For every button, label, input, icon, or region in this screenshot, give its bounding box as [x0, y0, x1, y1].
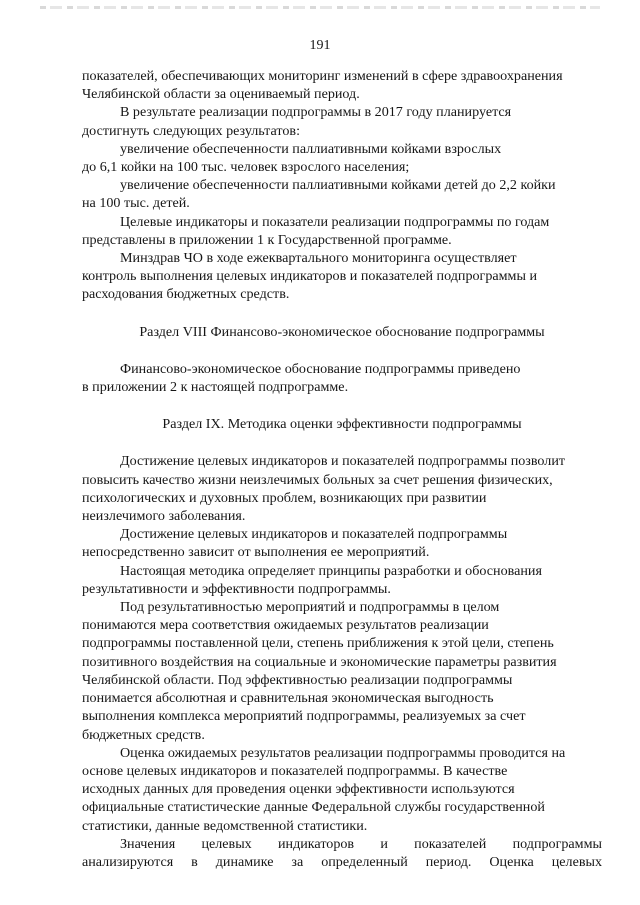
paragraph: Значения целевых индикаторов и показателей подпрограммы анализируются в динамике за определенный период. Оценка целевых — [82, 835, 602, 870]
paragraph: Под результативностью мероприятий и подпрограммы в целом понимаются мера соответствия ожидаемых результатов реализации подпрограммы поставленной цели, степень приближения к этой цели, степень позитивного воздействия на социальные и экономические параметры развития Челябинской области. Под эффективностью реализации подпрограммы понимается абсолютная и сравнительная экономическая выгодность выполнения комплекса мероприятий подпрограммы, реализуемых за счет бюджетных средств. — [82, 599, 557, 743]
paragraph: показателей, обеспечивающих мониторинг изменений в сфере здравоохранения Челябинской области за оцениваемый период. — [82, 68, 563, 103]
section-heading-9: Раздел IX. Методика оценки эффективности подпрограммы — [162, 416, 522, 433]
scan-artifact-line — [40, 6, 600, 9]
paragraph: Оценка ожидаемых результатов реализации подпрограммы проводится на основе целевых индикаторов и показателей подпрограммы. В качестве исходных данных для проведения оценки эффективности используются официальные статистические данные Федеральной службы государственной статистики, данные ведомственной статистики. — [82, 744, 566, 834]
paragraph: Финансово-экономическое обоснование подпрограммы приведено в приложении 2 к настоящей подпрограмме. — [82, 360, 521, 396]
paragraph: Минздрав ЧО в ходе ежеквартального мониторинга осуществляет контроль выполнения целевых индикаторов и показателей подпрограммы и расходования бюджетных средств. — [82, 250, 538, 303]
paragraph: Целевые индикаторы и показатели реализации подпрограммы по годам представлены в приложении 1 к Государственной программе. — [82, 213, 550, 248]
paragraph: увеличение обеспеченности паллиативными койками детей до 2,2 койки на 100 тыс. детей. — [82, 177, 556, 212]
paragraph: увеличение обеспеченности паллиативными койками взрослых до 6,1 койки на 100 тыс. человек взрослого населения; — [82, 140, 502, 176]
paragraph: Достижение целевых индикаторов и показателей подпрограммы позволит повысить качество жизни неизлечимых больных за счет решения физических, психологических и духовных проблем, возникающих при развитии неизлечимого заболевания. — [82, 453, 566, 525]
section-heading-8: Раздел VIII Финансово-экономическое обоснование подпрограммы — [139, 323, 545, 340]
paragraph: Достижение целевых индикаторов и показателей подпрограммы непосредственно зависит от выполнения ее мероприятий. — [82, 526, 508, 561]
paragraph: Настоящая методика определяет принципы разработки и обоснования результативности и эффективности подпрограммы. — [82, 562, 542, 597]
paragraph: В результате реализации подпрограммы в 2017 году планируется достигнуть следующих результатов: — [82, 104, 512, 139]
page-number: 191 — [309, 38, 331, 53]
document-body — [82, 67, 602, 871]
